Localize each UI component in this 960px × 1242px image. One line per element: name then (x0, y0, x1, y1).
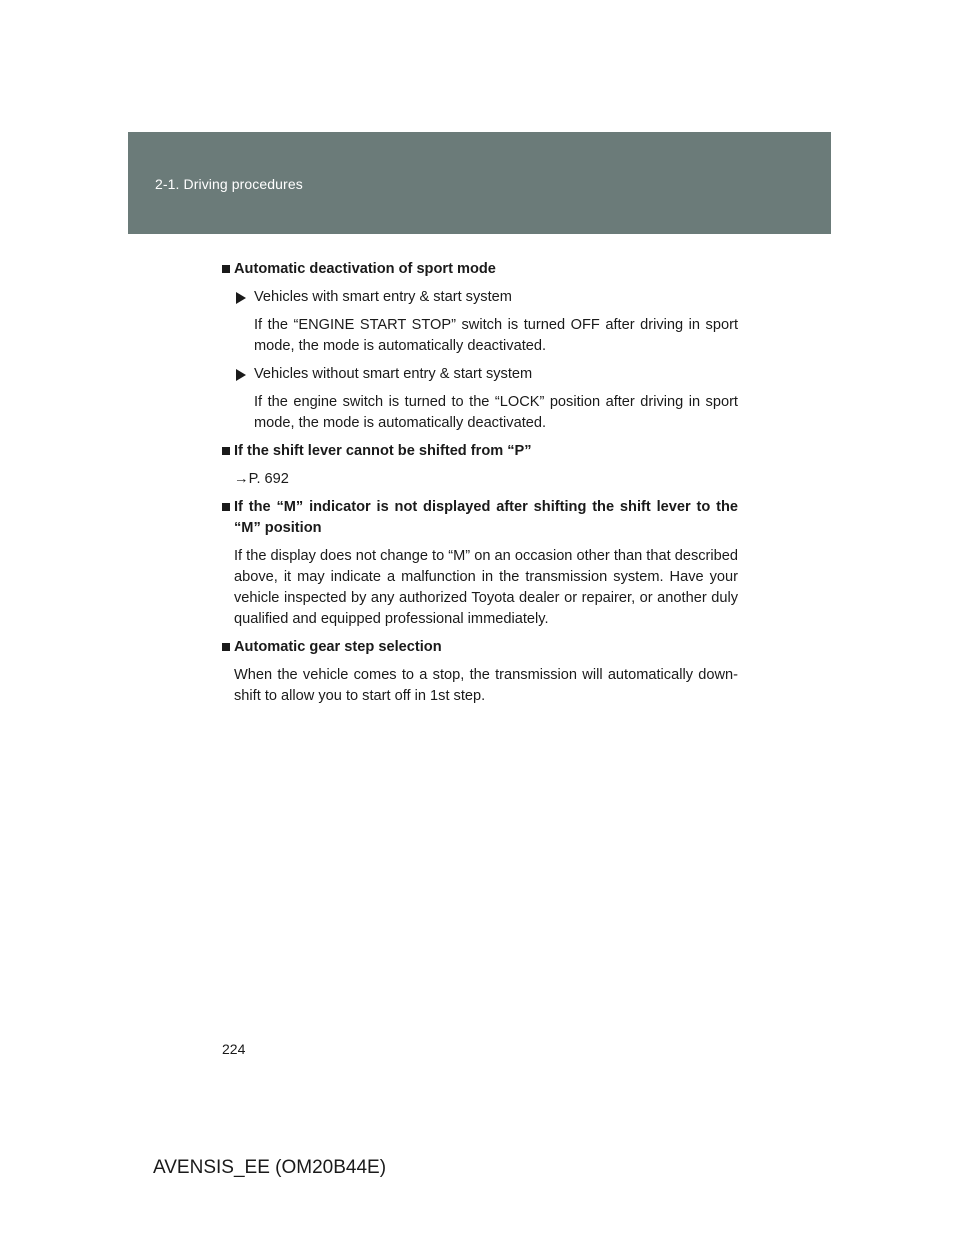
page-number: 224 (222, 1041, 246, 1057)
page-content (222, 259, 738, 707)
vehicle-variant-label: Vehicles without smart entry & start system (222, 364, 738, 385)
vehicle-variant-label: Vehicles with smart entry & start system (222, 287, 738, 308)
section-heading: If the “M” indicator is not displayed after shifting the shift lever to the “M” position (222, 497, 738, 539)
section-heading: Automatic gear step selection (222, 637, 738, 658)
section-heading: If the shift lever cannot be shifted from “P” (222, 441, 738, 462)
triangle-arrow-icon (236, 369, 246, 381)
footer-model-code: AVENSIS_EE (OM20B44E) (153, 1157, 387, 1178)
square-bullet-icon (222, 265, 230, 273)
square-bullet-icon (222, 643, 230, 651)
paragraph: If the display does not change to “M” on an occasion other than that described above, it may indicate a malfunction in the transmission system. Have your vehicle inspected by any authorized Toyota dealer or repairer, or another duly qualified and equipped professional immediately. (234, 548, 738, 627)
square-bullet-icon (222, 503, 230, 511)
section-title: 2-1. Driving procedures (155, 176, 303, 192)
page-reference: →P. 692 (234, 471, 289, 487)
square-bullet-icon (222, 447, 230, 455)
paragraph: If the engine switch is turned to the “LOCK” position after driving in sport mode, the mode is automatically deactivated. (254, 394, 738, 431)
paragraph: When the vehicle comes to a stop, the transmission will automatically down-shift to allow you to start off in 1st step. (234, 667, 738, 704)
paragraph: If the “ENGINE START STOP” switch is turned OFF after driving in sport mode, the mode is automatically deactivated. (254, 317, 738, 354)
section-heading: Automatic deactivation of sport mode (222, 259, 738, 280)
triangle-arrow-icon (236, 292, 246, 304)
